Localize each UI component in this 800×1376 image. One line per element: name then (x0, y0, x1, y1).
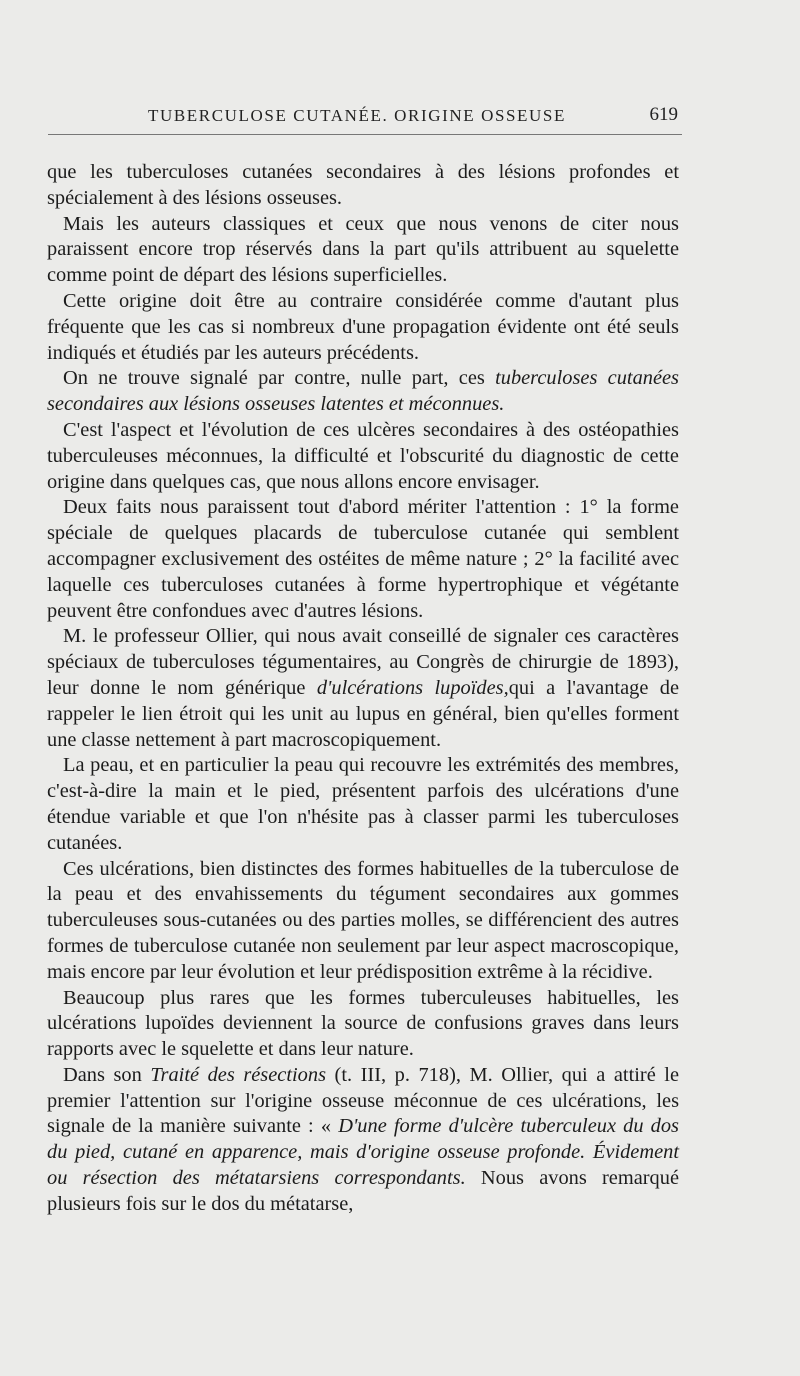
text-run: On ne trouve signalé par contre, nulle part, ces (63, 367, 496, 390)
paragraph: Mais les auteurs classiques et ceux que nous venons de citer nous paraissent encore trop réservés dans la part qu'ils attribuent au squelette comme point de départ des lésions superficielles. (47, 212, 679, 287)
italic-text: D'une forme d'ulcère tuberculeux du dos du pied, cutané en apparence, mais d'origine osseuse profonde. Évidement ou résection des métatarsiens correspondants. (47, 1115, 679, 1190)
paragraph: Deux faits nous paraissent tout d'abord mériter l'attention : 1° la forme spéciale de quelques placards de tuberculose cutanée qui semblent accompagner exclusivement des ostéites de même nature ; 2° la facilité avec laquelle ces tuberculoses cutanées à forme hypertrophique et végétante peuvent être confondues avec d'autres lésions. (47, 496, 679, 622)
paragraph-continuation: que les tuberculoses cutanées secondaires à des lésions profondes et spécialement à des lésions osseuses. (47, 161, 679, 209)
body-text (47, 160, 679, 1218)
text-run: M. le professeur Ollier, qui nous avait conseillé de signaler ces caractères spéciaux de tuberculoses tégumentaires, au Congrès de chirurgie de 1893), leur donne le nom générique (47, 625, 679, 699)
paragraph (47, 366, 679, 418)
paragraph: Ces ulcérations, bien distinctes des formes habituelles de la tuberculose de la peau et des envahissements du tégument secondaires aux gommes tuberculeuses sous-cutanées ou des parties molles, se différencient des autres formes de tuberculose cutanée non seulement par leur aspect macroscopique, mais encore par leur évolution et leur prédisposition extrême à la récidive. (47, 857, 679, 983)
paragraph (47, 1063, 679, 1218)
text-run: Nous avons remarqué plusieurs fois sur le dos du métatarse, (47, 1167, 679, 1215)
page-header (48, 100, 682, 135)
running-title: TUBERCULOSE CUTANÉE. ORIGINE OSSEUSE (148, 106, 566, 125)
paragraph: C'est l'aspect et l'évolution de ces ulcères secondaires à des ostéopathies tuberculeuses méconnues, la difficulté et l'obscurité du diagnostic de cette origine dans quelques cas, que nous allons encore envisager. (47, 418, 679, 493)
text-run: Dans son (63, 1063, 151, 1086)
text-run: (t. III, p. 718), M. Ollier, qui a attiré le premier l'attention sur l'origine osseuse méconnue de ces ulcérations, les signale de la manière suivante : « (47, 1063, 679, 1138)
italic-text: tuberculoses cutanées secondaires aux lésions osseuses latentes et méconnues. (47, 367, 679, 416)
paragraph: Cette origine doit être au contraire considérée comme d'autant plus fréquente que les cas si nombreux d'une propagation évidente ont été seuls indiqués et étudiés par les auteurs précédents. (47, 289, 679, 364)
paragraph: La peau, et en particulier la peau qui recouvre les extrémités des membres, c'est-à-dire la main et le pied, présentent parfois des ulcérations d'une étendue variable et que l'on n'hésite pas à classer parmi les tuberculoses cutanées. (47, 754, 679, 854)
italic-text: Traité des résections (150, 1063, 326, 1086)
paragraph (47, 624, 679, 753)
paragraph: Beaucoup plus rares que les formes tuberculeuses habituelles, les ulcérations lupoïdes deviennent la source de confusions graves dans leurs rapports avec le squelette et dans leur nature. (47, 986, 679, 1061)
text-run: qui a l'avantage de rappeler le lien étroit qui les unit au lupus en général, bien qu'elles forment une classe nettement à part macroscopiquement. (47, 676, 679, 751)
italic-text: d'ulcérations lupoïdes, (316, 676, 509, 699)
page-number: 619 (649, 104, 678, 125)
